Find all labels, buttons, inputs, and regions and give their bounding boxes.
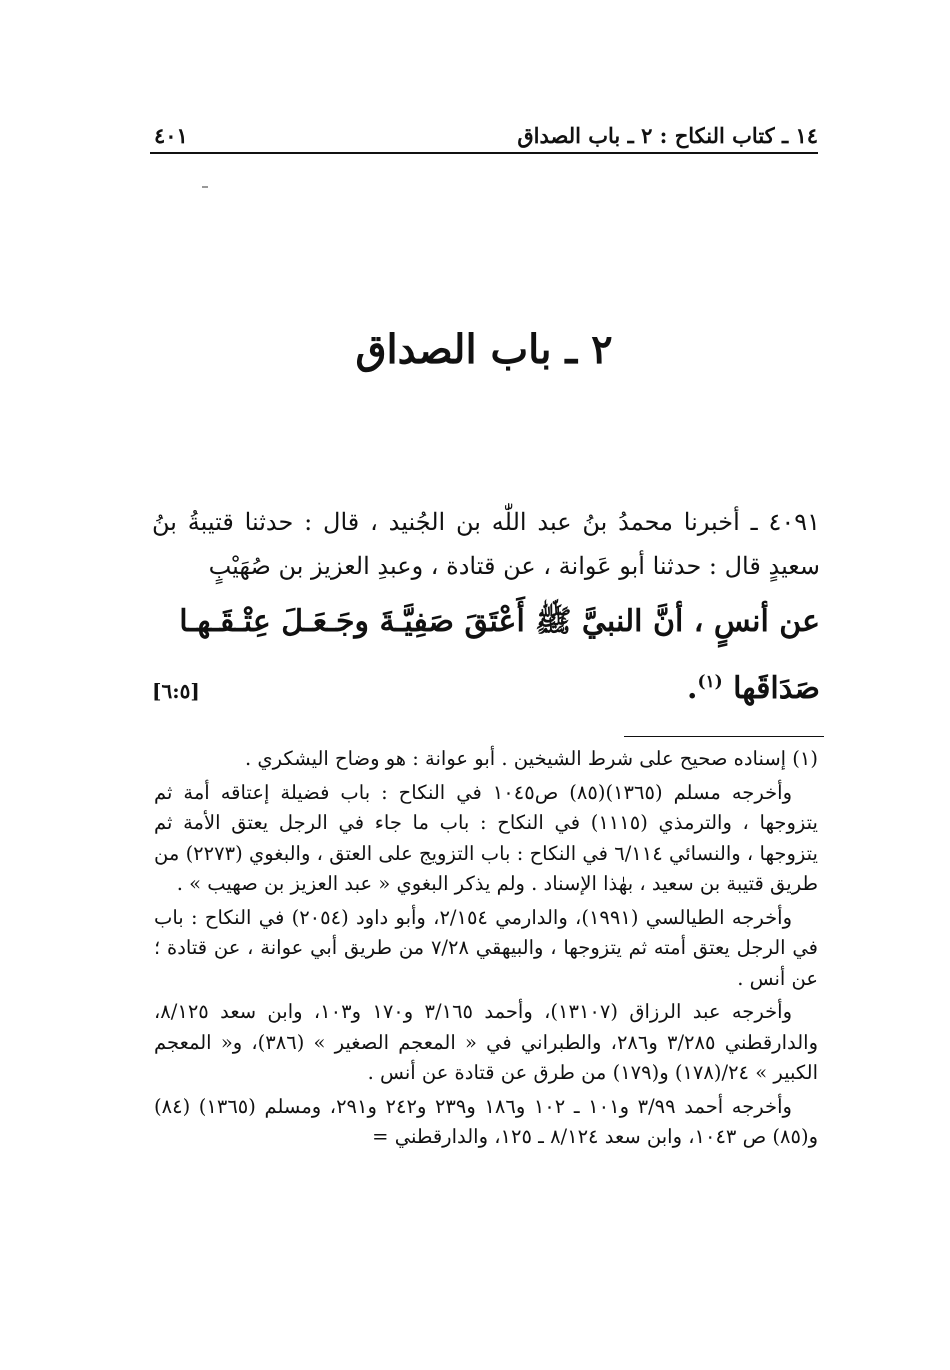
- hadith-isnad: ٤٠٩١ ـ أخبرنا محمدُ بنُ عبد اللّٰه بن الجُنيد ، قال : حدثنا قتيبةُ بنُ سعيدٍ قال : حدثنا أبو عَوانة ، عن قتادة ، وعبدِ العزيز بن صُهَيْبٍ: [152, 508, 820, 580]
- footnote-reference: (١): [697, 672, 723, 692]
- footnote-1: (١) إسناده صحيح على شرط الشيخين . أبو عوانة : هو وضاح اليشكري .: [245, 747, 818, 770]
- running-header: [150, 114, 818, 154]
- page-number: ٤٠١: [154, 123, 188, 148]
- hadith-matn-line-2-row: [152, 656, 820, 717]
- hadith-matn-line-1: عن أنسٍ ، أنَّ النبيَّ ﷺ أَعْتَقَ صَفِيَّـةَ وجَـعَـلَ عِتْـقَـهـا: [179, 604, 820, 639]
- chapter-title: ٢ ـ باب الصداق: [355, 326, 613, 373]
- running-title: ١٤ ـ كتاب النكاح : ٢ ـ باب الصداق: [517, 123, 818, 148]
- footnote-paragraph: وأخرجه عبد الرزاق (١٣١٠٧)، وأحمد ٣/١٦٥ و١٧٠ و١٠٣، وابن سعد ٨/١٢٥، والدارقطني ٣/٢٨٥ و٢٨٦، والطبراني في « المعجم الصغير » (٣٨٦)، و« المعجم الكبير » ٢٤/(١٧٨) و(١٧٩) من طرق عن قتادة عن أنس .: [154, 1000, 818, 1084]
- hadith-block: [152, 500, 820, 717]
- hadith-matn-end: صَدَاقَها $^{(١)}$.: [686, 671, 820, 706]
- footnote-paragraph: وأخرجه مسلم (١٣٦٥)(٨٥) ص١٠٤٥ في النكاح : باب فضيلة إعتاقه أمة ثم يتزوجها ، والترمذي (١١١٥) في النكاح : باب ما جاء في الرجل يعتق الأمة ثم يتزوجها ، والنسائي ٦/١١٤ في النكاح : باب التزويج على العتق ، والبغوي (٢٢٧٣) من طريق قتيبة بن سعيد ، بهٰذا الإسناد . ولم يذكر البغوي « عبد العزيز بن صهيب » .: [154, 780, 818, 895]
- hadith-matn-line-2: صَدَاقَها: [733, 671, 820, 706]
- footnotes: [154, 744, 818, 1156]
- footnote-separator: [624, 736, 824, 737]
- footnote-paragraph: وأخرجه أحمد ٣/٩٩ و١٠١ ـ ١٠٢ و١٨٦ و٢٣٩ و٢٤٢ و٢٩١، ومسلم (١٣٦٥) (٨٤) و(٨٥) ص ١٠٤٣، وابن سعد ٨/١٢٤ ـ ١٢٥، والدارقطني =: [154, 1094, 818, 1148]
- hadith-grade: [٦:٥]: [152, 679, 200, 703]
- footnote-paragraph: وأخرجه الطيالسي (١٩٩١)، والدارمي ٢/١٥٤، وأبو داود (٢٠٥٤) في النكاح : باب في الرجل يعتق أمته ثم يتزوجها ، والبيهقي ٧/٢٨ من طريق أبي عوانة ، عن قتادة ؛ عن أنس .: [154, 905, 818, 990]
- scan-speck: [202, 186, 208, 188]
